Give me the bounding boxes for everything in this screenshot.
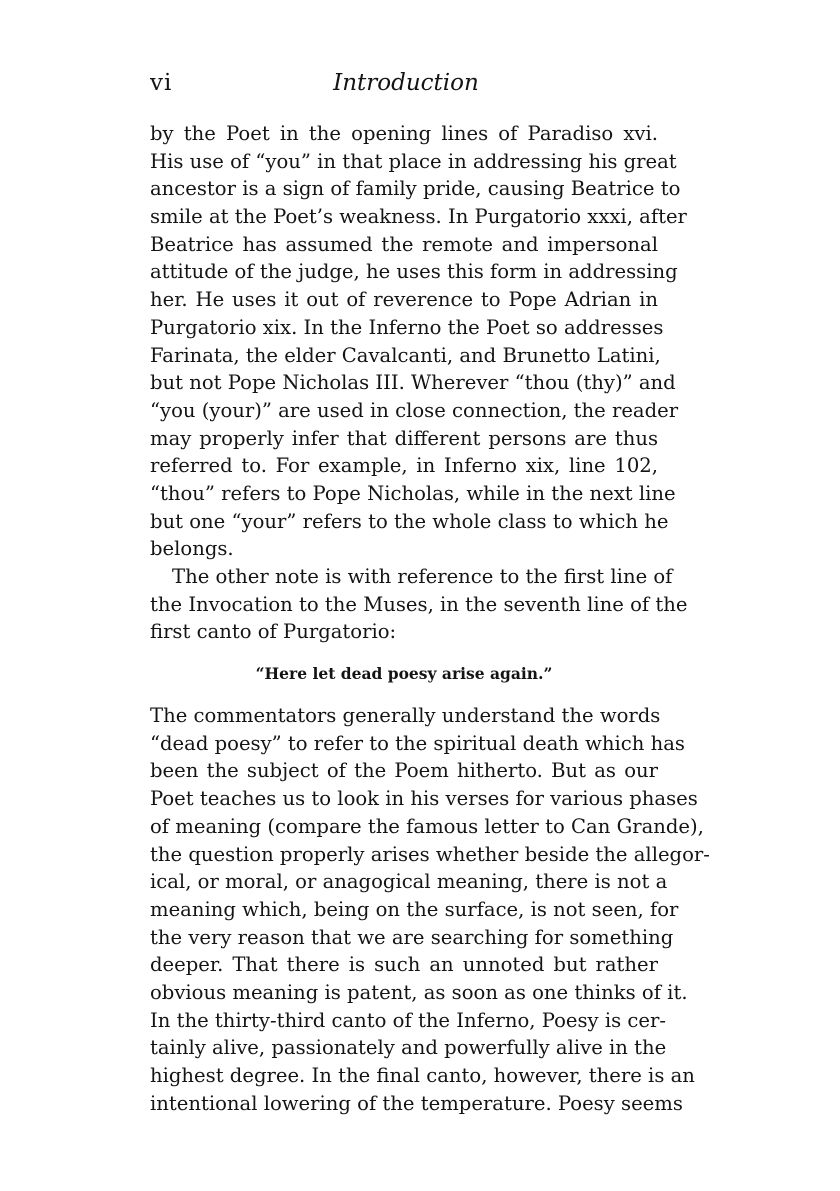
text-line: of meaning (compare the famous letter to Can Grande), (150, 814, 704, 838)
text-line: highest degree. In the final canto, however, there is an (150, 1064, 695, 1087)
text-line: been the subject of the Poem hitherto. But as our (150, 759, 658, 783)
text-line: tainly alive, passionately and powerfully alive in the (150, 1036, 667, 1060)
text-line: ancestor is a sign of family pride, causing Beatrice to (150, 177, 681, 201)
text-line: referred to. For example, in Inferno xix, line 102, (150, 454, 658, 478)
text-line: by the Poet in the opening lines of Paradiso xvi. (150, 122, 658, 145)
text-line: may properly infer that different persons are thus (150, 426, 658, 450)
text-line: deeper. That there is such an unnoted but rather (150, 953, 658, 977)
text-line: the very reason that we are searching for something (150, 925, 674, 949)
text-line: In the thirty-third canto of the Inferno, Poesy is cer- (150, 1008, 666, 1032)
running-head: Introduction (333, 70, 479, 96)
body-text (150, 120, 710, 1117)
text-line: “you (your)” are used in close connection, the reader (150, 398, 679, 422)
text-line: the Invocation to the Muses, in the seventh line of the (150, 592, 688, 616)
text-line: the question properly arises whether beside the allegor- (150, 842, 710, 866)
paragraph-1 (150, 120, 687, 563)
text-line: Beatrice has assumed the remote and impersonal (150, 232, 658, 256)
block-quote: “Here let dead poesy arise again.” (255, 664, 553, 684)
text-line: meaning which, being on the surface, is not seen, for (150, 897, 679, 921)
paragraph-3 (150, 702, 710, 1117)
text-line: The commentators generally understand the words (150, 704, 661, 728)
text-line: “thou” refers to Pope Nicholas, while in the next line (150, 481, 676, 505)
text-line: The other note is with reference to the first line of (172, 565, 673, 588)
text-line: attitude of the judge, he uses this form in addressing (150, 260, 678, 284)
text-line: ical, or moral, or anagogical meaning, there is not a (150, 870, 668, 894)
text-line: Poet teaches us to look in his verses for various phases (150, 787, 698, 811)
text-line: but one “your” refers to the whole class to which he (150, 509, 669, 533)
text-line: Farinata, the elder Cavalcanti, and Brunetto Latini, (150, 343, 661, 367)
text-line: “dead poesy” to refer to the spiritual death which has (150, 731, 685, 755)
page-number: vi (150, 70, 173, 96)
text-line: belongs. (150, 537, 234, 561)
text-line: but not Pope Nicholas III. Wherever “thou (thy)” and (150, 371, 676, 395)
text-line: Purgatorio xix. In the Inferno the Poet so addresses (150, 315, 664, 339)
text-line: her. He uses it out of reverence to Pope Adrian in (150, 288, 658, 312)
text-line: intentional lowering of the temperature. Poesy seems (150, 1091, 683, 1115)
page-header (150, 70, 662, 106)
text-line: smile at the Poet’s weakness. In Purgatorio xxxi, after (150, 205, 687, 229)
text-line: His use of “you” in that place in addressing his great (150, 149, 677, 173)
paragraph-2 (150, 563, 688, 646)
text-line: first canto of Purgatorio: (150, 620, 397, 644)
text-line: obvious meaning is patent, as soon as one thinks of it. (150, 980, 688, 1004)
